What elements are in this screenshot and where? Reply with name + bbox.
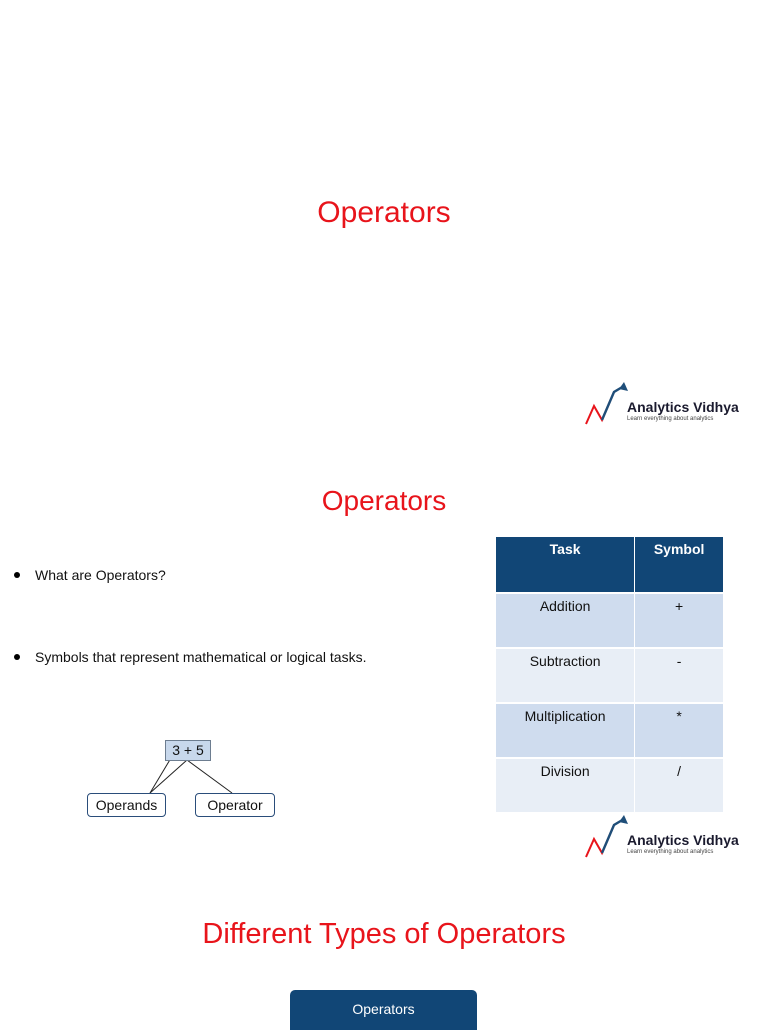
logo-mark-icon: [584, 382, 628, 430]
bullet-item: [14, 649, 454, 731]
table-cell-task: Subtraction: [496, 648, 635, 703]
table-cell-symbol: -: [635, 648, 723, 703]
bullet-text: What are Operators?: [35, 567, 166, 583]
table-cell-task: Multiplication: [496, 703, 635, 758]
table-row: [496, 593, 723, 648]
operators-table: [496, 537, 723, 812]
table-header-symbol: Symbol: [635, 537, 723, 593]
slide-title: Operators: [317, 196, 451, 229]
operator-node: Operator: [195, 793, 275, 817]
slide-title: Different Types of Operators: [202, 918, 566, 950]
logo-tagline: Learn everything about analytics: [627, 416, 714, 422]
slide-operator-types: [0, 866, 768, 1024]
operator-diagram: [80, 733, 290, 823]
operands-node: Operands: [87, 793, 166, 817]
bullet-dot-icon: [14, 572, 20, 578]
operators-root-box: Operators: [290, 990, 477, 1030]
bullet-item: [14, 567, 454, 649]
analytics-vidhya-logo: [584, 382, 754, 430]
logo-tagline: Learn everything about analytics: [627, 849, 714, 855]
table-cell-symbol: *: [635, 703, 723, 758]
bullet-list: [14, 567, 454, 731]
logo-mark-icon: [584, 815, 628, 863]
logo-name: Analytics Vidhya: [627, 832, 739, 848]
table-row: [496, 703, 723, 758]
table-cell-symbol: +: [635, 593, 723, 648]
slide-title: Operators: [321, 485, 447, 516]
expression-box: 3 + 5: [165, 740, 211, 761]
table-header-task: Task: [496, 537, 635, 593]
table-cell-task: Addition: [496, 593, 635, 648]
table-cell-task: Division: [496, 758, 635, 812]
analytics-vidhya-logo: [584, 815, 754, 863]
logo-name: Analytics Vidhya: [627, 399, 739, 415]
bullet-text: Symbols that represent mathematical or logical tasks.: [35, 649, 367, 665]
bullet-dot-icon: [14, 654, 20, 660]
slide-operators-intro: [0, 433, 768, 866]
table-row: [496, 648, 723, 703]
table-cell-symbol: /: [635, 758, 723, 812]
table-row: [496, 758, 723, 812]
slide-title-page: [0, 0, 768, 433]
table-header-row: [496, 537, 723, 593]
